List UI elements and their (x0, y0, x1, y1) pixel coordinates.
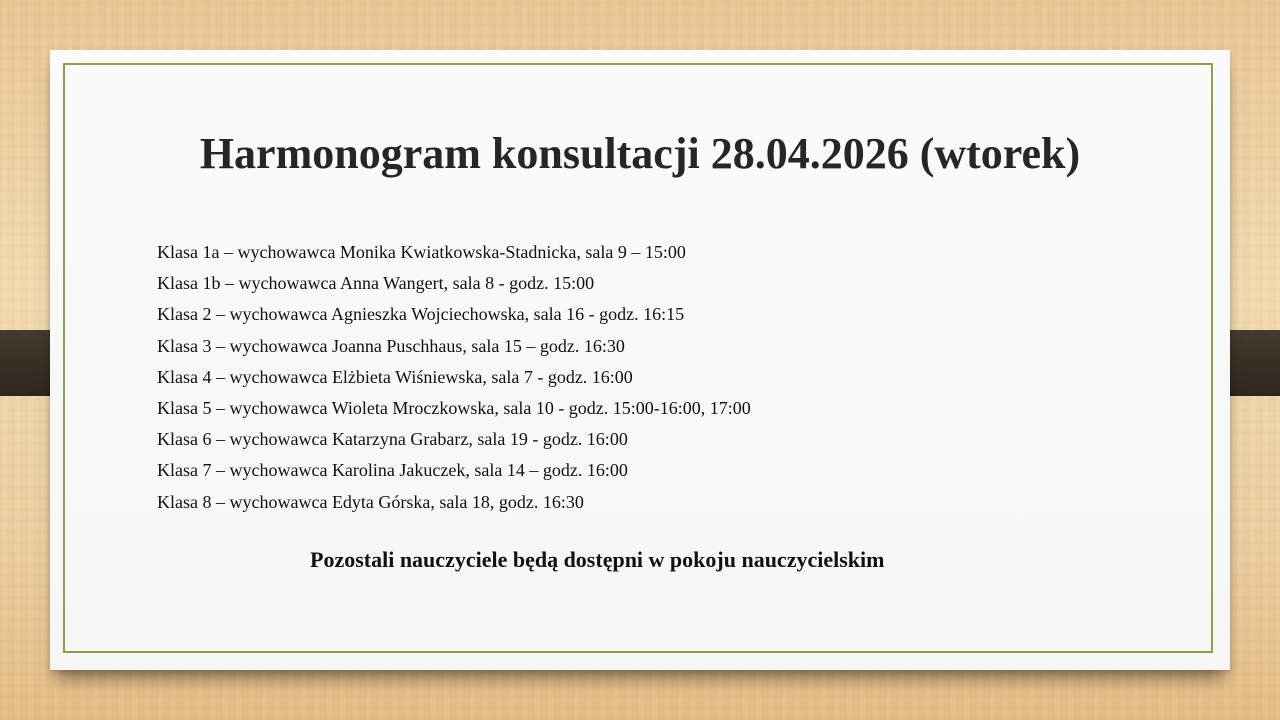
schedule-line-1b: Klasa 1b – wychowawca Anna Wangert, sala 8 - godz. 15:00 (157, 273, 595, 294)
schedule-line-2: Klasa 2 – wychowawca Agnieszka Wojciechowska, sala 16 - godz. 16:15 (157, 304, 685, 325)
other-teachers-note: Pozostali nauczyciele będą dostępni w pokoju nauczycielskim (310, 547, 885, 572)
slide-paper (50, 50, 1230, 670)
schedule-line-8: Klasa 8 – wychowawca Edyta Górska, sala 18, godz. 16:30 (157, 491, 584, 512)
schedule-line-7: Klasa 7 – wychowawca Karolina Jakuczek, sala 14 – godz. 16:00 (157, 460, 628, 481)
slide-title: Harmonogram konsultacji 28.04.2026 (wtorek) (199, 129, 1081, 178)
schedule-list (157, 237, 751, 518)
schedule-line-5: Klasa 5 – wychowawca Wioleta Mroczkowska, sala 10 - godz. 15:00-16:00, 17:00 (157, 398, 751, 419)
schedule-line-4: Klasa 4 – wychowawca Elżbieta Wiśniewska, sala 7 - godz. 16:00 (157, 366, 633, 387)
schedule-line-6: Klasa 6 – wychowawca Katarzyna Grabarz, sala 19 - godz. 16:00 (157, 429, 628, 450)
schedule-line-3: Klasa 3 – wychowawca Joanna Puschhaus, sala 15 – godz. 16:30 (157, 335, 625, 356)
schedule-line-1a: Klasa 1a – wychowawca Monika Kwiatkowska-Stadnicka, sala 9 – 15:00 (157, 242, 686, 262)
